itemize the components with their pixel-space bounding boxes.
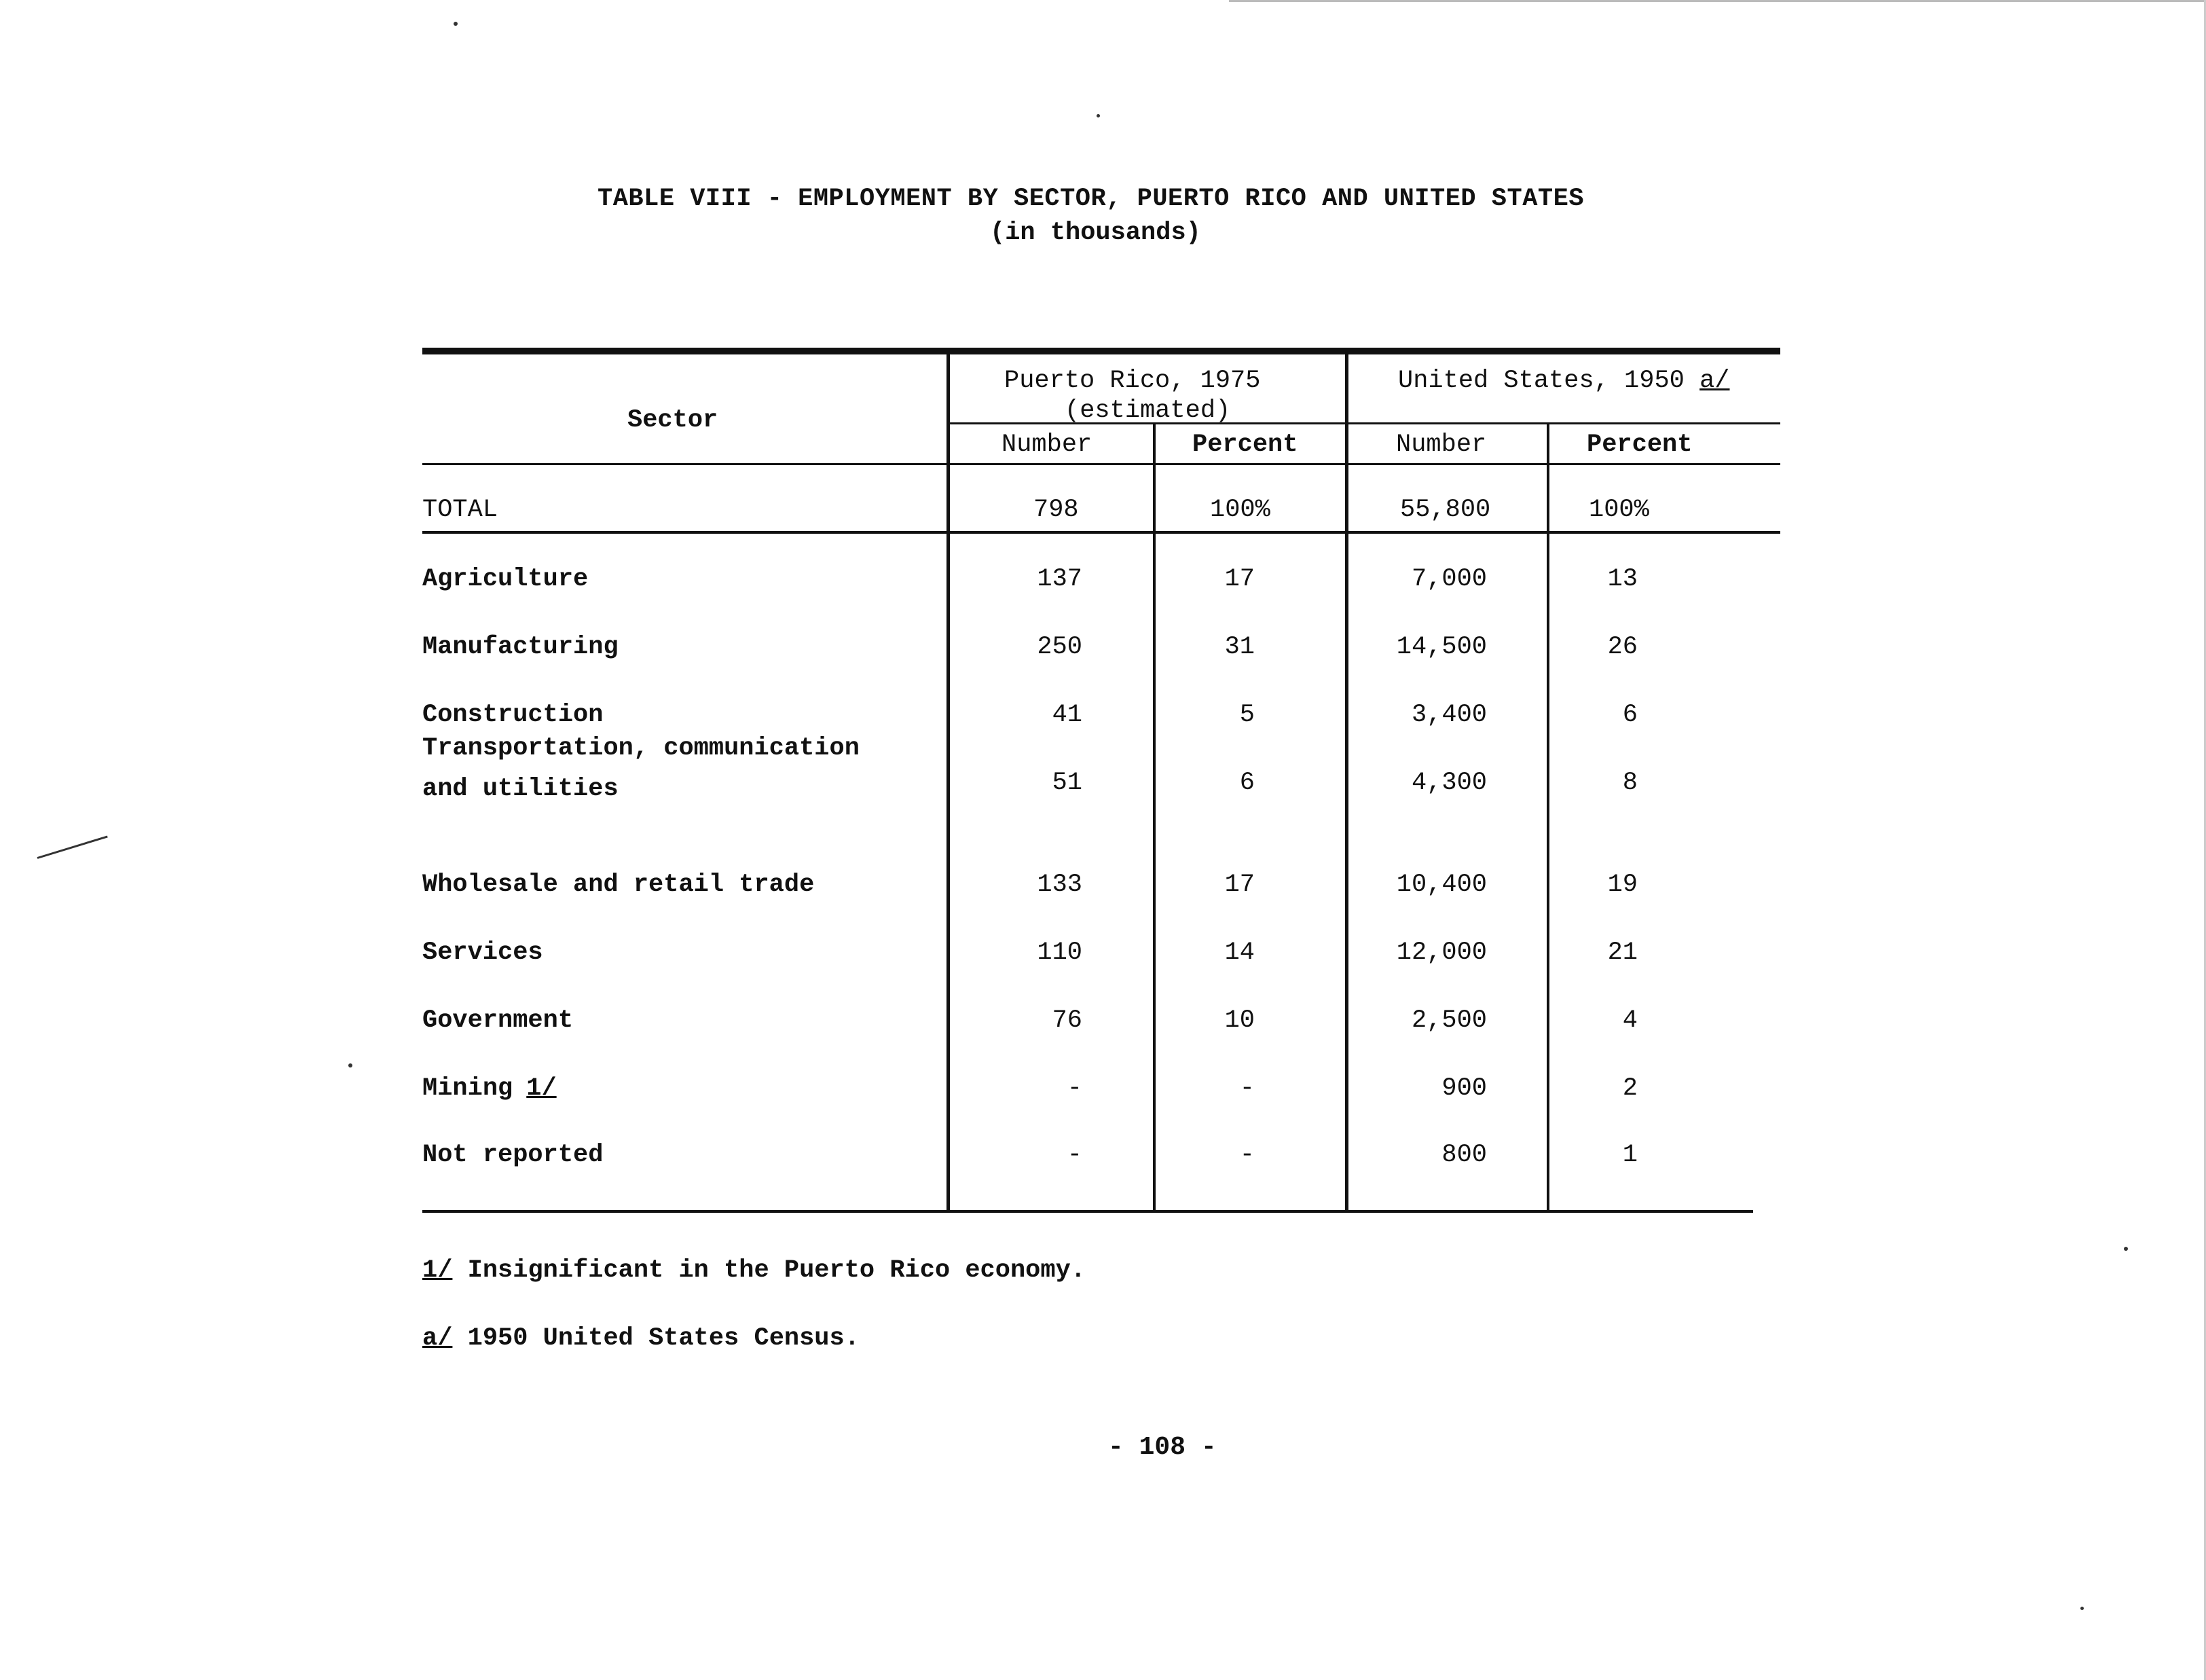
cell-pr-percent: - xyxy=(1239,1074,1255,1103)
cell-pr-number: 110 xyxy=(1037,938,1082,967)
footnote-a: a/ 1950 United States Census. xyxy=(422,1324,860,1353)
cell-pr-number: 51 xyxy=(1052,769,1082,797)
scan-speck xyxy=(454,22,458,26)
table-subtitle: (in thousands) xyxy=(990,219,1201,247)
stray-pen-mark xyxy=(37,835,108,858)
cell-pr-percent: 31 xyxy=(1224,633,1255,661)
cell-pr-number: 41 xyxy=(1052,701,1082,729)
total-pr-number: 798 xyxy=(1033,496,1079,524)
cell-pr-percent: - xyxy=(1239,1141,1255,1169)
page-number: - 108 - xyxy=(1108,1433,1217,1462)
cell-pr-number: - xyxy=(1067,1074,1082,1103)
row-label: Agriculture xyxy=(422,565,589,594)
row-label: Transportation, communication and utilities xyxy=(422,734,860,803)
page-edge-top xyxy=(1229,0,2206,2)
total-us-number: 55,800 xyxy=(1400,496,1491,524)
header-united-states: United States, 1950 a/ xyxy=(1398,367,1730,395)
header-us-percent: Percent xyxy=(1587,431,1693,459)
cell-us-percent: 8 xyxy=(1622,769,1638,797)
cell-pr-number: 76 xyxy=(1052,1006,1082,1035)
cell-us-percent: 2 xyxy=(1622,1074,1638,1103)
cell-us-number: 7,000 xyxy=(1411,565,1487,594)
row-label: Services xyxy=(422,938,543,967)
row-label: Wholesale and retail trade xyxy=(422,871,815,899)
total-pr-percent: 100% xyxy=(1210,496,1270,524)
cell-us-number: 12,000 xyxy=(1396,938,1487,967)
cell-pr-percent: 6 xyxy=(1239,769,1255,797)
header-pr-number: Number xyxy=(1001,431,1092,459)
cell-pr-number: 250 xyxy=(1037,633,1082,661)
table-title: TABLE VIII - EMPLOYMENT BY SECTOR, PUERTO RICO AND UNITED STATES xyxy=(598,185,1585,213)
cell-pr-percent: 5 xyxy=(1239,701,1255,729)
cell-us-number: 800 xyxy=(1441,1141,1487,1169)
row-label: Mining 1/ xyxy=(422,1074,557,1103)
row-label-note: 1/ xyxy=(526,1074,557,1103)
cell-pr-percent: 14 xyxy=(1224,938,1255,967)
header-sector: Sector xyxy=(627,406,718,435)
scan-speck xyxy=(2080,1607,2084,1610)
cell-us-percent: 1 xyxy=(1622,1141,1638,1169)
cell-us-number: 3,400 xyxy=(1411,701,1487,729)
header-us-number: Number xyxy=(1396,431,1487,459)
cell-us-number: 4,300 xyxy=(1411,769,1487,797)
scan-speck xyxy=(2124,1247,2128,1251)
cell-us-percent: 21 xyxy=(1607,938,1638,967)
cell-us-percent: 4 xyxy=(1622,1006,1638,1035)
cell-us-number: 900 xyxy=(1441,1074,1487,1103)
scan-speck xyxy=(348,1063,352,1067)
row-label: Not reported xyxy=(422,1141,604,1169)
cell-us-percent: 19 xyxy=(1607,871,1638,899)
header-pr-percent: Percent xyxy=(1192,431,1298,459)
header-puerto-rico: Puerto Rico, 1975 xyxy=(1004,367,1261,395)
cell-pr-number: - xyxy=(1067,1141,1082,1169)
cell-pr-percent: 17 xyxy=(1224,871,1255,899)
cell-pr-number: 137 xyxy=(1037,565,1082,594)
cell-pr-percent: 10 xyxy=(1224,1006,1255,1035)
cell-us-percent: 26 xyxy=(1607,633,1638,661)
cell-us-number: 14,500 xyxy=(1396,633,1487,661)
row-label: Construction xyxy=(422,701,604,729)
row-label: Manufacturing xyxy=(422,633,619,661)
cell-us-number: 2,500 xyxy=(1411,1006,1487,1035)
total-us-percent: 100% xyxy=(1589,496,1649,524)
cell-us-percent: 6 xyxy=(1622,701,1638,729)
footnote-1: 1/ Insignificant in the Puerto Rico economy. xyxy=(422,1256,1086,1285)
total-label: TOTAL xyxy=(422,496,498,524)
header-us-note: a/ xyxy=(1699,367,1730,395)
scan-speck xyxy=(1097,114,1100,117)
cell-pr-percent: 17 xyxy=(1224,565,1255,594)
row-label: Government xyxy=(422,1006,574,1035)
header-puerto-rico-estimated: (estimated) xyxy=(1065,397,1231,425)
cell-us-number: 10,400 xyxy=(1396,871,1487,899)
cell-us-percent: 13 xyxy=(1607,565,1638,594)
cell-pr-number: 133 xyxy=(1037,871,1082,899)
